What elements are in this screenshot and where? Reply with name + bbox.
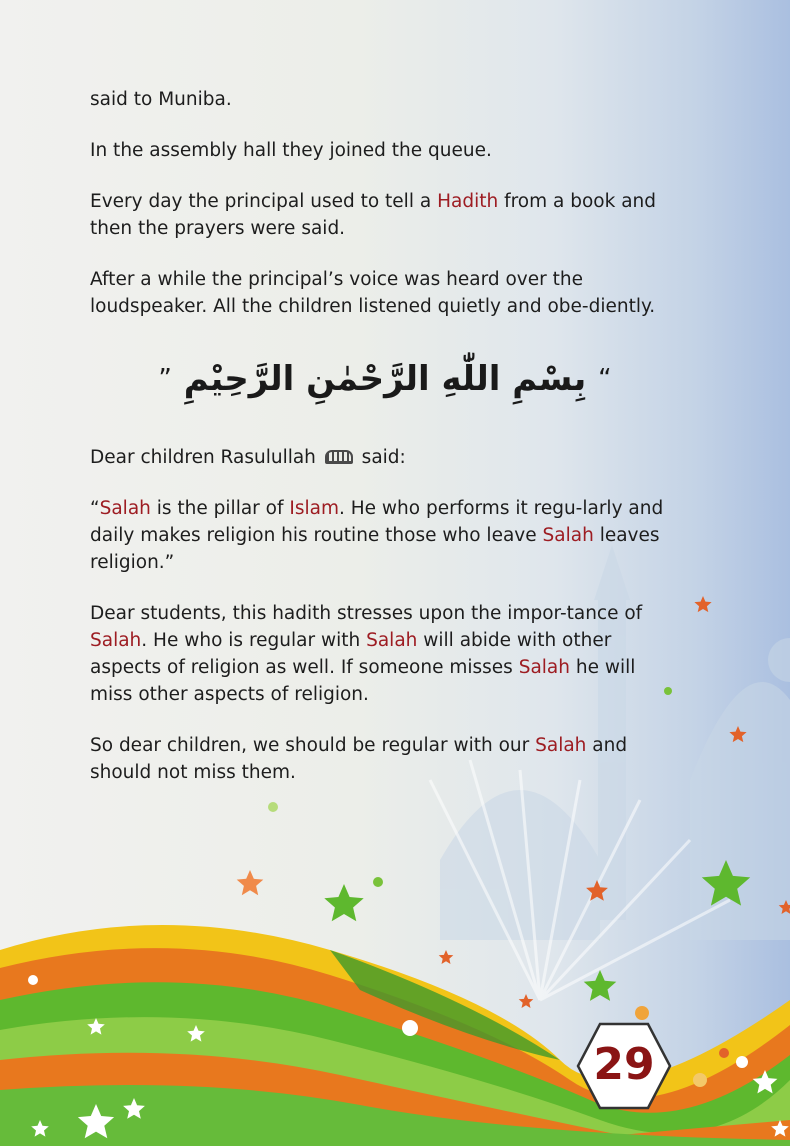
star-icon — [324, 884, 363, 921]
paragraph-p2 — [90, 137, 680, 164]
paragraphs-before-bismillah — [90, 86, 680, 320]
highlighted-term: Islam — [289, 498, 339, 519]
star-icon — [439, 950, 454, 964]
text-segment: leaves religion.” — [90, 525, 660, 573]
text-segment: . He who is regular with — [141, 630, 367, 651]
paragraph-p1 — [90, 86, 680, 113]
page-text — [90, 86, 680, 810]
text-segment: will abide with other aspects of religion as well. If someone misses — [90, 630, 612, 678]
bismillah-text: بِسْمِ اللّٰهِ الرَّحْمٰنِ الرَّحِيْمِ — [183, 359, 587, 399]
paragraph-p4 — [90, 266, 680, 320]
text-segment: Dear students, this hadith stresses upon the impor-tance of — [90, 603, 643, 624]
star-icon — [237, 870, 264, 895]
highlighted-term: Salah — [90, 630, 142, 651]
text-segment: Every day the principal used to tell a — [90, 191, 438, 212]
text-segment: “ — [90, 498, 100, 519]
text-segment: he will miss other aspects of religion. — [90, 657, 636, 705]
highlighted-term: Salah — [535, 735, 587, 756]
salawat-calligraphy-icon — [325, 450, 353, 464]
paragraph-p7 — [90, 732, 680, 786]
highlighted-term: Salah — [518, 657, 570, 678]
text-segment: So dear children, we should be regular with our — [90, 735, 536, 756]
highlighted-term: Salah — [542, 525, 594, 546]
page-number: 29 — [593, 1039, 655, 1090]
highlighted-term: Salah — [366, 630, 418, 651]
highlighted-term: Salah — [99, 498, 151, 519]
paragraph-p3 — [90, 188, 680, 242]
text-segment: In the assembly hall they joined the queue. — [90, 140, 492, 161]
text-segment: and should not miss them. — [90, 735, 628, 783]
said-line-after: said: — [355, 447, 406, 468]
text-segment: . He who performs it regu-larly and daily makes religion his routine those who leave — [90, 498, 664, 546]
text-segment: After a while the principal’s voice was heard over the loudspeaker. All the children listened quietly and obe-diently. — [90, 269, 656, 317]
paragraphs-after-bismillah — [90, 495, 680, 786]
quote-open: “ — [598, 364, 612, 394]
said-line — [90, 444, 680, 471]
paragraph-p5 — [90, 495, 680, 576]
text-segment: from a book and then the prayers were said. — [90, 191, 657, 239]
highlighted-term: Hadith — [437, 191, 499, 212]
star-icon — [694, 596, 711, 612]
text-segment: said to Muniba. — [90, 89, 232, 110]
text-segment: is the pillar of — [150, 498, 290, 519]
bismillah-calligraphy — [90, 344, 680, 414]
said-line-before: Dear children Rasulullah — [90, 447, 322, 468]
paragraph-p6 — [90, 600, 680, 708]
star-icon — [519, 994, 534, 1008]
quote-close: ” — [158, 364, 172, 394]
